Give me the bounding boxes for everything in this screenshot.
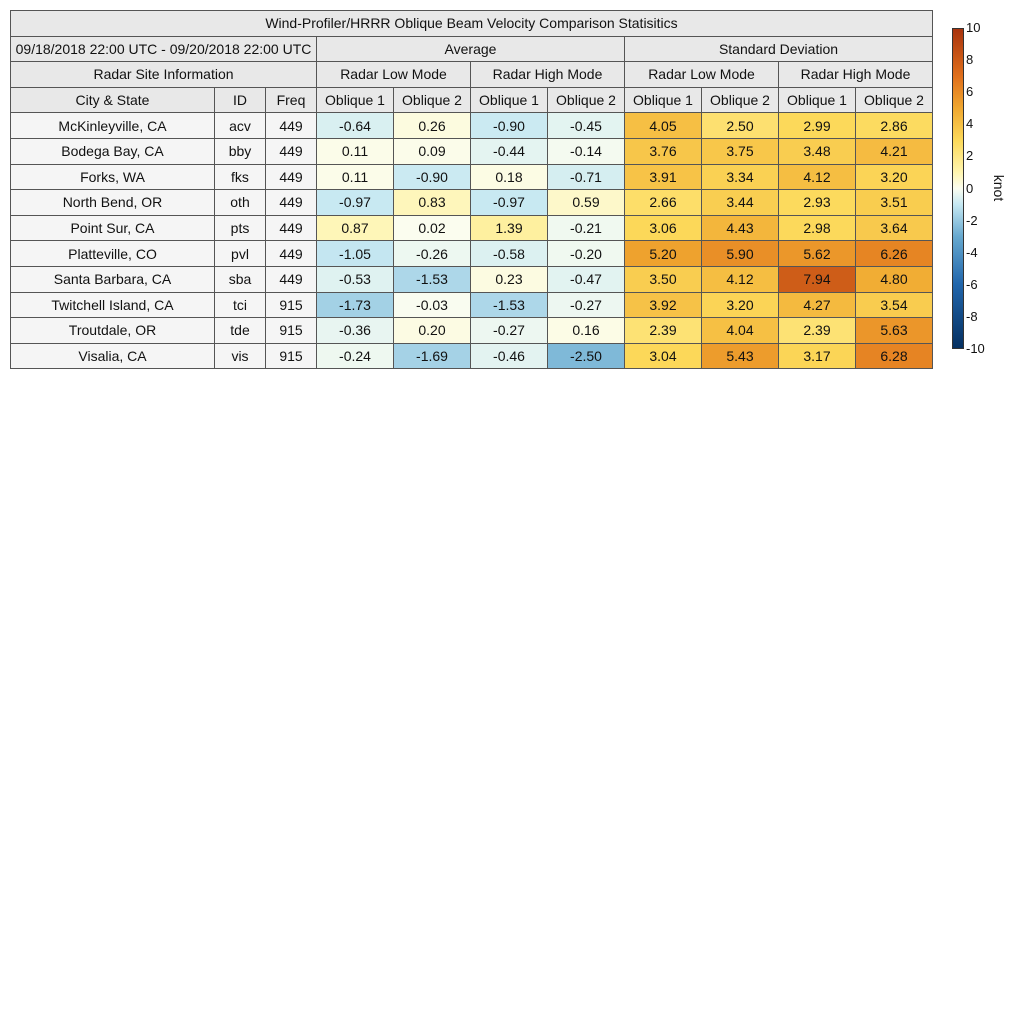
value-cell: -0.45 xyxy=(548,113,625,139)
freq-cell: 449 xyxy=(266,215,317,241)
freq-cell: 449 xyxy=(266,164,317,190)
id-cell: bby xyxy=(215,138,266,164)
value-cell: 3.64 xyxy=(856,215,933,241)
column-header: Oblique 2 xyxy=(394,87,471,113)
value-cell: -0.44 xyxy=(471,138,548,164)
value-cell: -0.47 xyxy=(548,266,625,292)
group-header-row xyxy=(11,36,933,62)
value-cell: 6.28 xyxy=(856,343,933,369)
value-cell: 2.93 xyxy=(779,190,856,216)
value-cell: 2.99 xyxy=(779,113,856,139)
value-cell: 2.39 xyxy=(779,318,856,344)
colorbar-tick-label: 6 xyxy=(966,84,974,100)
value-cell: 3.75 xyxy=(702,138,779,164)
date-range: 09/18/2018 22:00 UTC - 09/20/2018 22:00 UTC xyxy=(11,36,317,62)
freq-cell: 449 xyxy=(266,266,317,292)
value-cell: 0.26 xyxy=(394,113,471,139)
value-cell: -1.69 xyxy=(394,343,471,369)
colorbar-tick-label: 2 xyxy=(966,148,974,164)
value-cell: -0.46 xyxy=(471,343,548,369)
column-header: City & State xyxy=(11,87,215,113)
value-cell: -0.14 xyxy=(548,138,625,164)
value-cell: 0.83 xyxy=(394,190,471,216)
value-cell: -0.24 xyxy=(317,343,394,369)
value-cell: -0.53 xyxy=(317,266,394,292)
value-cell: -1.05 xyxy=(317,241,394,267)
value-cell: 3.44 xyxy=(702,190,779,216)
value-cell: 3.91 xyxy=(625,164,702,190)
value-cell: 4.12 xyxy=(779,164,856,190)
value-cell: -0.03 xyxy=(394,292,471,318)
value-cell: 0.11 xyxy=(317,164,394,190)
value-cell: 5.63 xyxy=(856,318,933,344)
table-row xyxy=(11,215,933,241)
column-header: Freq xyxy=(266,87,317,113)
value-cell: 5.43 xyxy=(702,343,779,369)
value-cell: 3.34 xyxy=(702,164,779,190)
freq-cell: 449 xyxy=(266,241,317,267)
city-cell: Point Sur, CA xyxy=(11,215,215,241)
value-cell: 1.39 xyxy=(471,215,548,241)
value-cell: 2.66 xyxy=(625,190,702,216)
value-cell: -0.58 xyxy=(471,241,548,267)
value-cell: 0.23 xyxy=(471,266,548,292)
value-cell: -0.21 xyxy=(548,215,625,241)
city-cell: Bodega Bay, CA xyxy=(11,138,215,164)
freq-cell: 449 xyxy=(266,138,317,164)
value-cell: 3.06 xyxy=(625,215,702,241)
value-cell: -0.71 xyxy=(548,164,625,190)
colorbar-tick-label: -8 xyxy=(966,308,978,324)
colorbar-tick-label: 0 xyxy=(966,180,974,196)
std-high-mode-header: Radar High Mode xyxy=(779,62,933,88)
value-cell: 3.76 xyxy=(625,138,702,164)
value-cell: 0.09 xyxy=(394,138,471,164)
value-cell: -0.64 xyxy=(317,113,394,139)
value-cell: 4.12 xyxy=(702,266,779,292)
id-cell: pts xyxy=(215,215,266,241)
city-cell: Platteville, CO xyxy=(11,241,215,267)
value-cell: 5.20 xyxy=(625,241,702,267)
id-cell: fks xyxy=(215,164,266,190)
value-cell: -2.50 xyxy=(548,343,625,369)
colorbar xyxy=(952,28,964,349)
column-header: Oblique 1 xyxy=(317,87,394,113)
value-cell: 4.05 xyxy=(625,113,702,139)
table-row xyxy=(11,266,933,292)
freq-cell: 915 xyxy=(266,318,317,344)
value-cell: 4.21 xyxy=(856,138,933,164)
average-header: Average xyxy=(317,36,625,62)
value-cell: 7.94 xyxy=(779,266,856,292)
value-cell: 4.80 xyxy=(856,266,933,292)
value-cell: 4.43 xyxy=(702,215,779,241)
value-cell: 4.27 xyxy=(779,292,856,318)
column-header: Oblique 1 xyxy=(779,87,856,113)
column-header: Oblique 1 xyxy=(625,87,702,113)
value-cell: 2.86 xyxy=(856,113,933,139)
value-cell: 3.20 xyxy=(856,164,933,190)
city-cell: Twitchell Island, CA xyxy=(11,292,215,318)
avg-low-mode-header: Radar Low Mode xyxy=(317,62,471,88)
value-cell: 3.50 xyxy=(625,266,702,292)
table-row xyxy=(11,138,933,164)
id-cell: tde xyxy=(215,318,266,344)
table-row xyxy=(11,241,933,267)
city-cell: North Bend, OR xyxy=(11,190,215,216)
value-cell: 4.04 xyxy=(702,318,779,344)
mode-header-row xyxy=(11,62,933,88)
stats-table xyxy=(10,10,933,369)
colorbar-tick-label: -6 xyxy=(966,276,978,292)
table-row xyxy=(11,292,933,318)
value-cell: 0.02 xyxy=(394,215,471,241)
id-cell: acv xyxy=(215,113,266,139)
colorbar-tick-label: 10 xyxy=(966,20,981,35)
column-header: Oblique 2 xyxy=(702,87,779,113)
colorbar-tick-label: -4 xyxy=(966,244,978,260)
value-cell: 6.26 xyxy=(856,241,933,267)
table-body xyxy=(11,113,933,369)
value-cell: -0.20 xyxy=(548,241,625,267)
freq-cell: 449 xyxy=(266,190,317,216)
value-cell: -1.53 xyxy=(471,292,548,318)
freq-cell: 915 xyxy=(266,292,317,318)
column-header: ID xyxy=(215,87,266,113)
value-cell: -0.90 xyxy=(394,164,471,190)
value-cell: 0.87 xyxy=(317,215,394,241)
column-header-row xyxy=(11,87,933,113)
value-cell: 0.20 xyxy=(394,318,471,344)
value-cell: 3.48 xyxy=(779,138,856,164)
value-cell: -0.27 xyxy=(471,318,548,344)
id-cell: tci xyxy=(215,292,266,318)
value-cell: 2.98 xyxy=(779,215,856,241)
std-low-mode-header: Radar Low Mode xyxy=(625,62,779,88)
value-cell: -0.36 xyxy=(317,318,394,344)
title-row xyxy=(11,11,933,37)
city-cell: Visalia, CA xyxy=(11,343,215,369)
city-cell: Troutdale, OR xyxy=(11,318,215,344)
value-cell: 0.18 xyxy=(471,164,548,190)
value-cell: -0.27 xyxy=(548,292,625,318)
value-cell: 0.16 xyxy=(548,318,625,344)
value-cell: -0.90 xyxy=(471,113,548,139)
table-title: Wind-Profiler/HRRR Oblique Beam Velocity Comparison Statisitics xyxy=(11,11,933,37)
value-cell: -0.26 xyxy=(394,241,471,267)
value-cell: -0.97 xyxy=(317,190,394,216)
colorbar-tick-label: -2 xyxy=(966,212,978,228)
value-cell: 3.54 xyxy=(856,292,933,318)
value-cell: -0.97 xyxy=(471,190,548,216)
city-cell: Santa Barbara, CA xyxy=(11,266,215,292)
colorbar-tick-label: 4 xyxy=(966,116,974,132)
id-cell: vis xyxy=(215,343,266,369)
value-cell: -1.73 xyxy=(317,292,394,318)
value-cell: 5.62 xyxy=(779,241,856,267)
table-row xyxy=(11,164,933,190)
value-cell: 5.90 xyxy=(702,241,779,267)
avg-high-mode-header: Radar High Mode xyxy=(471,62,625,88)
column-header: Oblique 2 xyxy=(548,87,625,113)
value-cell: -1.53 xyxy=(394,266,471,292)
value-cell: 0.59 xyxy=(548,190,625,216)
value-cell: 0.11 xyxy=(317,138,394,164)
id-cell: sba xyxy=(215,266,266,292)
freq-cell: 449 xyxy=(266,113,317,139)
table-row xyxy=(11,113,933,139)
std-dev-header: Standard Deviation xyxy=(625,36,933,62)
colorbar-tick-label: -10 xyxy=(966,341,985,356)
site-info-header: Radar Site Information xyxy=(11,62,317,88)
colorbar-label: knot xyxy=(991,174,1007,202)
table-row xyxy=(11,190,933,216)
value-cell: 3.51 xyxy=(856,190,933,216)
city-cell: McKinleyville, CA xyxy=(11,113,215,139)
id-cell: oth xyxy=(215,190,266,216)
value-cell: 3.20 xyxy=(702,292,779,318)
value-cell: 3.04 xyxy=(625,343,702,369)
table-row xyxy=(11,343,933,369)
value-cell: 2.50 xyxy=(702,113,779,139)
freq-cell: 915 xyxy=(266,343,317,369)
id-cell: pvl xyxy=(215,241,266,267)
city-cell: Forks, WA xyxy=(11,164,215,190)
colorbar-tick-label: 8 xyxy=(966,52,974,68)
value-cell: 3.92 xyxy=(625,292,702,318)
column-header: Oblique 2 xyxy=(856,87,933,113)
value-cell: 2.39 xyxy=(625,318,702,344)
value-cell: 3.17 xyxy=(779,343,856,369)
column-header: Oblique 1 xyxy=(471,87,548,113)
table-row xyxy=(11,318,933,344)
